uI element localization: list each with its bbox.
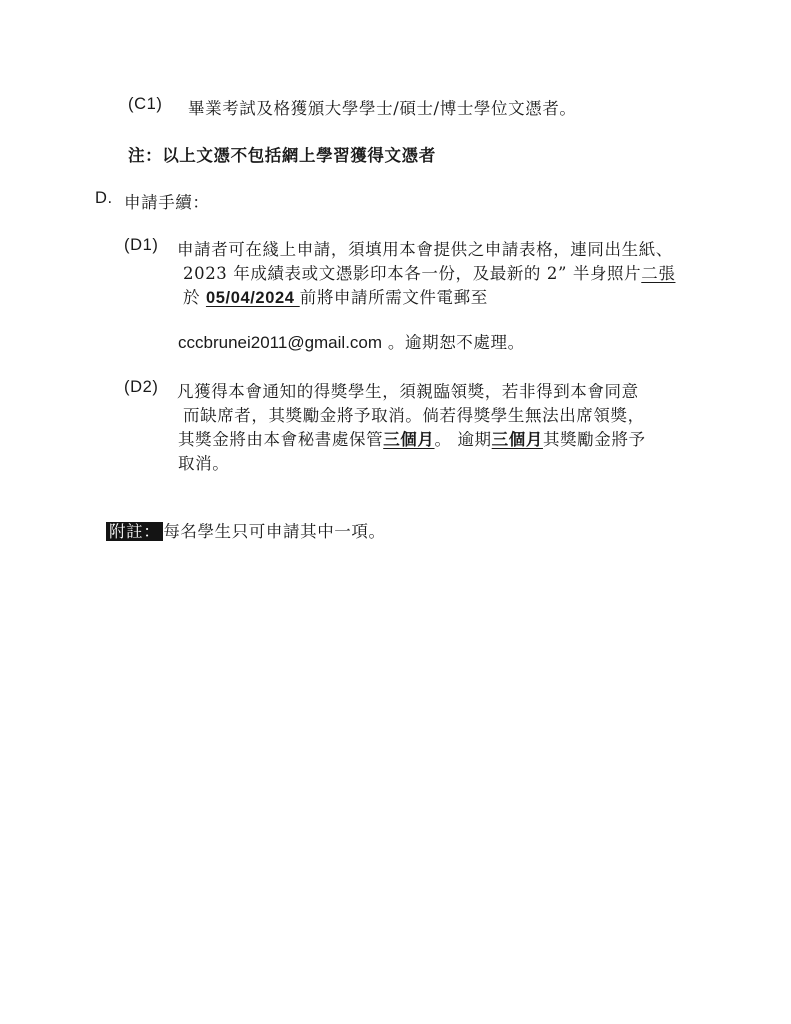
d1-line3 <box>183 284 488 308</box>
footnote-text: 每名學生只可申請其中一項。 <box>163 522 386 541</box>
section-d-title: 申請手續： <box>124 193 210 212</box>
d1-line3-prefix: 於 <box>183 288 206 307</box>
d2-line3-mid: 。 逾期 <box>434 430 492 449</box>
note-text: 注：以上文憑不包括網上學習獲得文憑者 <box>128 146 436 165</box>
d2-line3-prefix: 其獎金將由本會秘書處保管 <box>178 430 384 449</box>
section-d-marker: D. <box>95 189 113 207</box>
d1-line3-suffix: 前將申請所需文件電郵至 <box>299 288 488 307</box>
d2-marker: (D2) <box>124 378 159 396</box>
d2-line2: 而缺席者，其獎勵金將予取消。倘若得獎學生無法出席領獎， <box>183 406 645 425</box>
d1-photo-count: 二張 <box>641 264 676 283</box>
d1-line1: 申請者可在綫上申請，須填用本會提供之申請表格，連同出生紙、 <box>177 240 673 259</box>
d2-period-1: 三個月 <box>383 430 435 449</box>
d1-email-line <box>178 329 525 353</box>
d1-line2-text: 2023 年成績表或文憑影印本各一份，及最新的 2” 半身照片 <box>183 264 642 283</box>
c1-text: 畢業考試及格獲頒大學學士/碩士/博士學位文憑者。 <box>188 99 577 118</box>
d1-deadline: 05/04/2024 <box>205 289 300 307</box>
d1-email-suffix: 。逾期恕不處理。 <box>382 333 525 352</box>
d1-marker: (D1) <box>124 236 159 254</box>
footnote <box>106 518 386 542</box>
footnote-label: 附註： <box>106 522 163 541</box>
d2-period-2: 三個月 <box>491 430 543 449</box>
d1-line2 <box>183 260 675 284</box>
d2-line3 <box>178 426 646 450</box>
email-address[interactable]: cccbrunei2011@gmail.com <box>178 333 383 352</box>
c1-marker: (C1) <box>128 95 163 113</box>
d2-line1: 凡獲得本會通知的得獎學生，須親臨領獎，若非得到本會同意 <box>177 382 639 401</box>
d2-line3-suffix: 其獎勵金將予 <box>542 430 646 449</box>
d2-line4: 取消。 <box>178 454 230 473</box>
